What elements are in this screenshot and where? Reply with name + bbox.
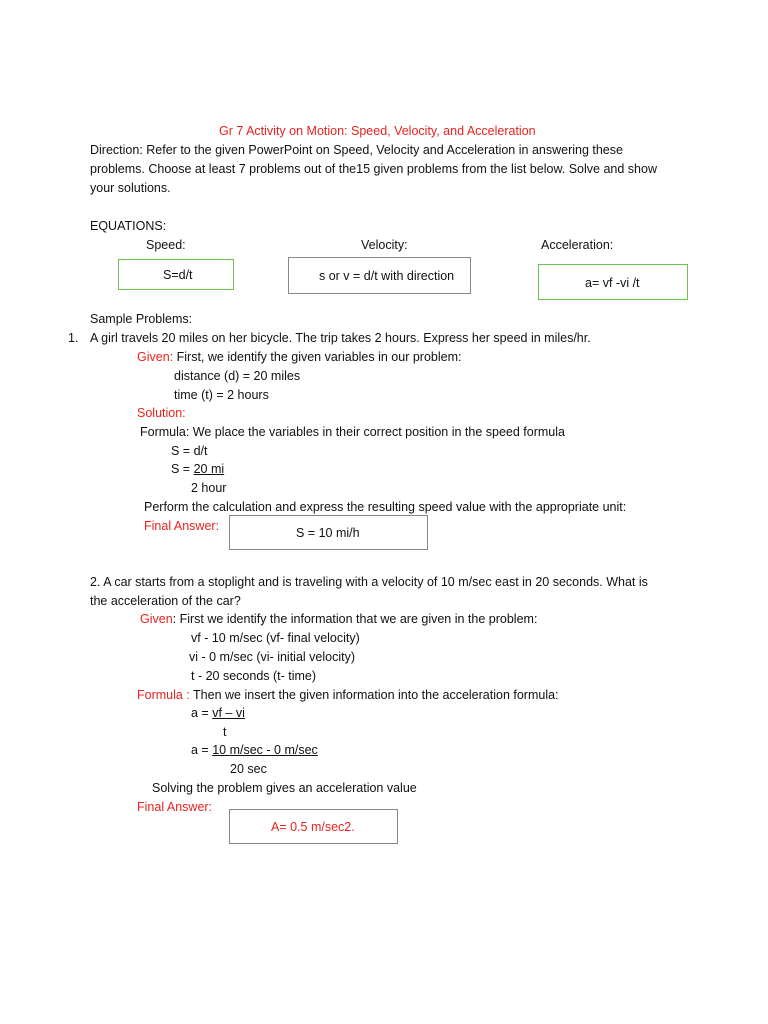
problem-2-vf: vf - 10 m/sec (vf- final velocity)	[191, 631, 360, 645]
problem-2-vi: vi - 0 m/sec (vi- initial velocity)	[189, 650, 355, 664]
problem-1-number: 1.	[68, 331, 79, 345]
problem-1-time: time (t) = 2 hours	[174, 388, 269, 402]
problem-2-final-box	[229, 809, 398, 844]
problem-2-t: t - 20 seconds (t- time)	[191, 669, 317, 683]
problem-1-step-2-denominator: 2 hour	[191, 481, 227, 495]
step-2-prefix: S =	[171, 462, 194, 476]
problem-1-question: A girl travels 20 miles on her bicycle. The trip takes 2 hours. Express her speed in miles/hr.	[90, 331, 591, 345]
velocity-formula-box	[288, 257, 471, 294]
direction-text-1: Refer to the given PowerPoint on Speed, Velocity and Acceleration in answering these	[146, 143, 623, 157]
speed-formula: S=d/t	[163, 268, 193, 282]
formula-text: Then we insert the given information into the acceleration formula:	[189, 688, 559, 702]
page-title: Gr 7 Activity on Motion: Speed, Velocity, and Acceleration	[219, 124, 536, 138]
acceleration-label: Acceleration:	[541, 238, 614, 252]
velocity-label: Velocity:	[361, 238, 408, 252]
problem-2-final-label: Final Answer:	[137, 800, 213, 814]
velocity-formula: s or v = d/t with direction	[319, 269, 455, 283]
equations-heading: EQUATIONS:	[90, 219, 167, 233]
problem-2-eq-2	[191, 742, 318, 758]
direction-label: Direction:	[90, 143, 143, 157]
problem-2-solving-text: Solving the problem gives an acceleration value	[152, 781, 417, 795]
direction-line-2: problems. Choose at least 7 problems out of the15 given problems from the list below. Solve and show	[90, 162, 657, 176]
acceleration-formula-box	[538, 264, 688, 300]
solution-label: Solution:	[137, 406, 186, 420]
acceleration-formula: a= vf -vi /t	[585, 276, 640, 290]
problem-1-formula-text: Formula: We place the variables in their correct position in the speed formula	[140, 425, 565, 439]
given-label: Given:	[137, 350, 174, 364]
problem-2-formula	[137, 687, 559, 703]
given-text-2: : First we identify the information that we are given in the problem:	[172, 612, 538, 626]
speed-formula-box	[118, 259, 234, 290]
problem-1-final-value: S = 10 mi/h	[296, 526, 360, 540]
problem-2-final-value: A= 0.5 m/sec2.	[271, 820, 355, 834]
eq-2-numerator: 10 m/sec - 0 m/sec	[212, 743, 318, 757]
given-text: First, we identify the given variables in our problem:	[176, 350, 462, 364]
given-label-2: Given	[140, 612, 173, 626]
direction-line-1	[90, 142, 623, 158]
speed-label: Speed:	[146, 238, 186, 252]
problem-2-eq-1-denominator: t	[223, 725, 227, 739]
eq-2-prefix: a =	[191, 743, 213, 757]
problem-1-final-box	[229, 515, 428, 550]
problem-1-given	[137, 349, 461, 365]
problem-1-final-label: Final Answer:	[144, 519, 220, 533]
formula-label: Formula :	[137, 688, 190, 702]
problem-2-eq-2-denominator: 20 sec	[230, 762, 267, 776]
problem-1-distance: distance (d) = 20 miles	[174, 369, 301, 383]
problem-1-calc-text: Perform the calculation and express the resulting speed value with the appropriate unit:	[144, 500, 627, 514]
problem-2-eq-1	[191, 705, 245, 721]
eq-1-numerator: vf – vi	[212, 706, 245, 720]
problem-1-step-1: S = d/t	[171, 444, 208, 458]
problem-2-question-line-1: 2. A car starts from a stoplight and is traveling with a velocity of 10 m/sec east in 20 seconds. What is	[90, 575, 648, 589]
problem-2-given	[140, 611, 537, 627]
problem-2-question-line-2: the acceleration of the car?	[90, 594, 241, 608]
step-2-numerator: 20 mi	[193, 462, 225, 476]
sample-problems-heading: Sample Problems:	[90, 312, 193, 326]
problem-1-step-2	[171, 461, 224, 477]
direction-line-3: your solutions.	[90, 181, 171, 195]
eq-1-prefix: a =	[191, 706, 213, 720]
